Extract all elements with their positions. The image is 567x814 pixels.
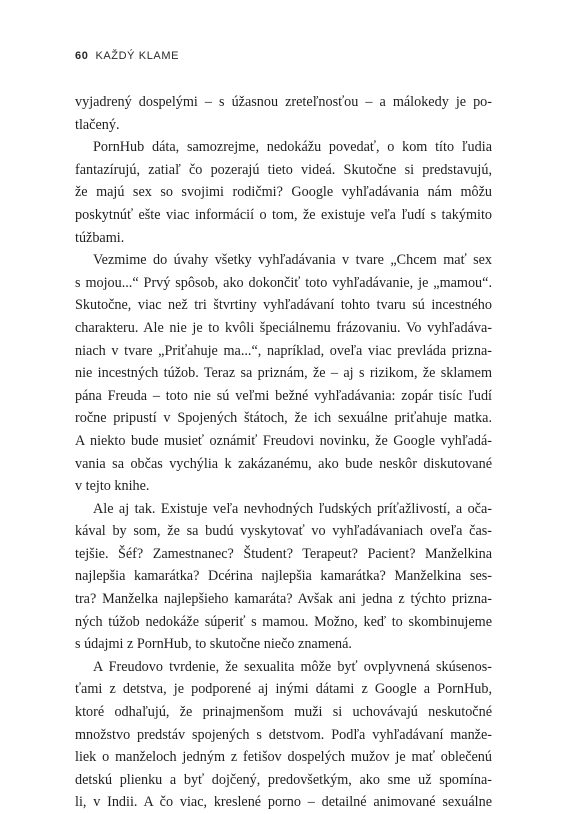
text-line: charakteru. Ale nie je to kvôli špeciálnemu frázovaniu. Vo vyhľadáva- [75,319,492,336]
text-line: vania sa občas vychýlia k zakázanému, ako bude neskôr diskutované [75,455,492,472]
running-head-title: KAŽDÝ KLAME [95,50,180,62]
paragraph [75,136,492,249]
text-line: nie incestných túžob. Teraz sa priznám, že – aj s rizikom, že sklamem [75,365,492,382]
body-text [75,91,492,814]
text-line: ročne pripustí v Spojených štátoch, že ich sexuálne priťahuje matka. [75,410,492,427]
text-line: tra? Manželka najlepšieho kamaráta? Avšak ani jedna z týchto prizna- [75,591,492,608]
text-line: tlačený. [75,116,120,133]
text-line: vyjadrený dospelými – s úžasnou zreteľnosťou – a málokedy je po- [75,94,492,110]
text-line: množstvo predstáv spojených s detstvom. Podľa vyhľadávaní manže- [75,726,492,743]
text-line: v tejto knihe. [75,478,150,495]
text-line: Ale aj tak. Existuje veľa nevhodných ľudských príťažlivostí, a oča- [93,500,492,517]
text-line: poskytnúť ešte viac informácií o tom, že existuje veľa ľudí s takýmito [75,206,492,223]
text-line: niach v tvare „Priťahuje ma...“, napríklad, oveľa viac prevláda prizna- [75,342,492,359]
paragraph [75,656,492,814]
text-line: A Freudovo tvrdenie, že sexualita môže byť ovplyvnená skúsenos- [93,658,492,675]
text-line: ktoré odhaľujú, že prinajmenšom muži si uchovávajú neskutočné [75,704,492,721]
text-line: s údajmi z PornHub, to skutočne niečo znamená. [75,636,352,653]
text-line: PornHub dáta, samozrejme, nedokážu povedať, o kom títo ľudia [93,139,492,156]
text-line: fantazírujú, zatiaľ čo pozerajú tieto videá. Skutočne si predstavujú, [75,161,492,178]
text-line: ťami z detstva, je podporené aj inými dátami z Google a PornHub, [75,681,492,698]
running-head [75,50,179,62]
text-line: li, v Indii. A čo viac, kreslené porno – detailné animované sexuálne [75,794,492,811]
paragraph [75,498,492,656]
text-line: ných túžob nedokáže súperiť s mamou. Možno, keď to skombinujeme [75,613,492,630]
text-line: s mojou...“ Prvý spôsob, ako dokončiť toto vyhľadávanie, je „mamou“. [75,274,492,291]
text-line: tejšie. Šéf? Zamestnanec? Študent? Terapeut? Pacient? Manželkina [75,545,492,562]
paragraph [75,91,492,136]
text-line: liek o manželoch jedným z fetišov dospelých mužov je mať oblečenú [75,749,492,766]
text-line: najlepšia kamarátka? Dcérina najlepšia kamarátka? Manželkina ses- [75,568,492,585]
paragraph [75,249,492,498]
text-line: A niekto bude musieť oznámiť Freudovi novinku, že Google vyhľadá- [75,432,492,449]
page-number: 60 [75,50,89,62]
text-line: túžbami. [75,229,125,246]
text-line: detskú plienku a byť dojčený, predovšetkým, ako sme už spomína- [75,771,492,788]
text-line: že majú sex so svojimi rodičmi? Google vyhľadávania nám môžu [75,184,492,201]
text-line: Vezmime do úvahy všetky vyhľadávania v tvare „Chcem mať sex [93,252,492,269]
text-line: Skutočne, viac než tri štvrtiny vyhľadávaní tohto tvaru sú incestného [75,297,492,314]
text-line: kával by som, že sa budú vyskytovať vo vyhľadávaniach oveľa čas- [75,523,492,540]
text-line: pána Freuda – toto nie sú veľmi bežné vyhľadávania: zopár tisíc ľudí [75,387,492,404]
